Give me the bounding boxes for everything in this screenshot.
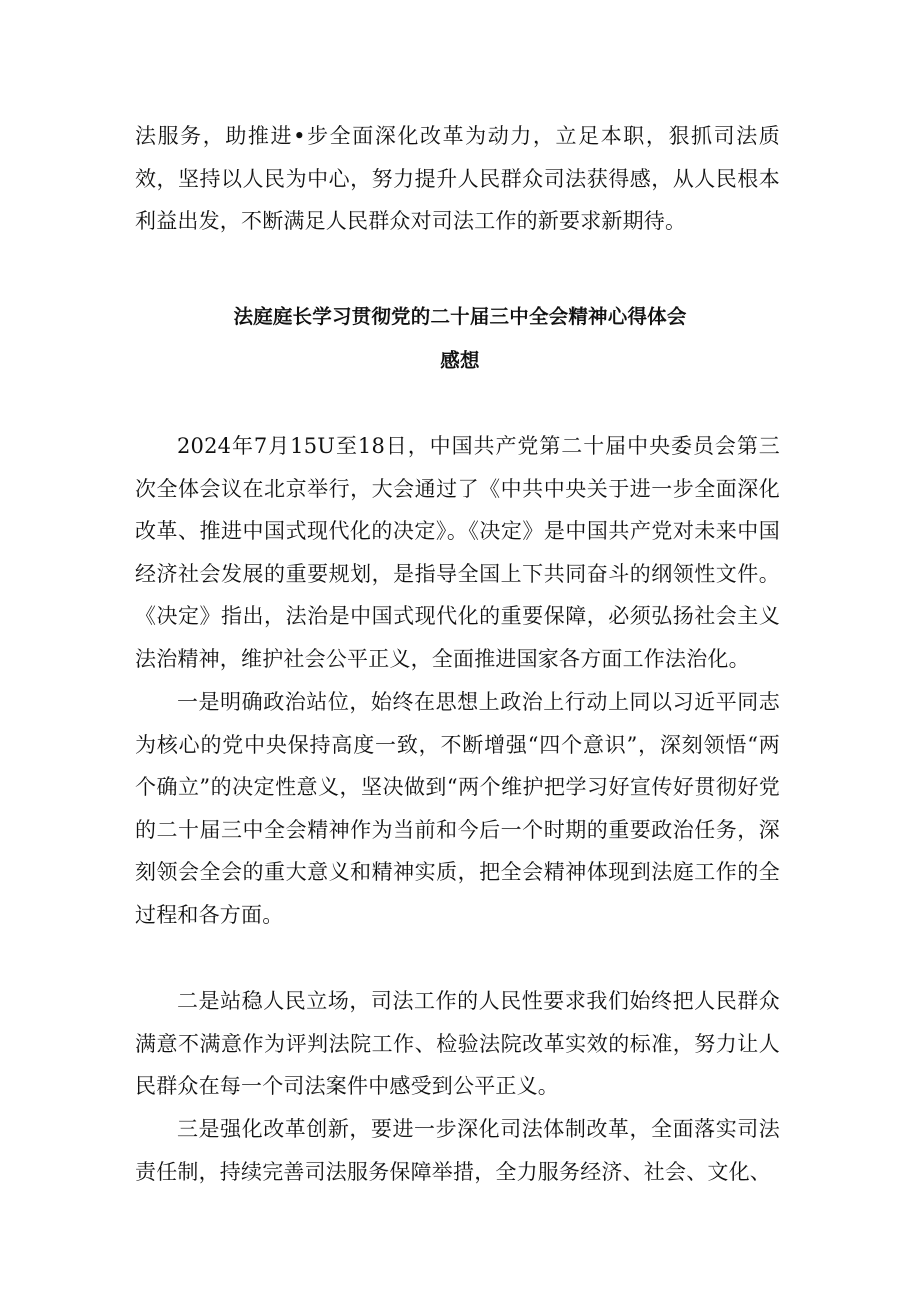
body-paragraph-point-two: 二是站稳人民立场，司法工作的人民性要求我们始终把人民群众满意不满意作为评判法院工作、检验法院改革实效的标准，努力让人民群众在每一个司法案件中感受到公平正义。 bbox=[135, 989, 780, 1098]
title-line-2: 感想 bbox=[440, 349, 480, 372]
body-paragraph-point-one: 一是明确政治站位，始终在思想上政治上行动上同以习近平同志为核心的党中央保持高度一致，不断增强“四个意识”，深刻领悟“两个确立”的决定性意义，坚决做到“两个维护把学习好宣传好贯彻好党的二十届三中全会精神作为当前和今后一个时期的重要政治任务，深刻领会全会的重大意义和精神实质，把全会精神体现到法庭工作的全过程和各方面。 bbox=[135, 690, 780, 927]
document-title bbox=[0, 295, 920, 383]
body-paragraph-intro: 2024年7月15U至18日，中国共产党第二十届中央委员会第三次全体会议在北京举行，大会通过了《中共中央关于进一步全面深化改革、推进中国式现代化的决定》。《决定》是中国共产党对未来中国经济社会发展的重要规划，是指导全国上下共同奋斗的纲领性文件。《决定》指出，法治是中国式现代化的重要保障，必须弘扬社会主义法治精神，维护社会公平正义，全面推进国家各方面工作法治化。 bbox=[135, 434, 780, 671]
title-line-1: 法庭庭长学习贯彻党的二十届三中全会精神心得体会 bbox=[233, 305, 687, 328]
continuation-paragraph: 法服务，助推进•步全面深化改革为动力，立足本职，狠抓司法质效，坚持以人民为中心，努力提升人民群众司法获得感，从人民根本利益出发，不断满足人民群众对司法工作的新要求新期待。 bbox=[135, 124, 780, 233]
body-paragraph-point-three: 三是强化改革创新，要进一步深化司法体制改革，全面落实司法责任制，持续完善司法服务保障举措，全力服务经济、社会、文化、 bbox=[135, 1117, 780, 1184]
